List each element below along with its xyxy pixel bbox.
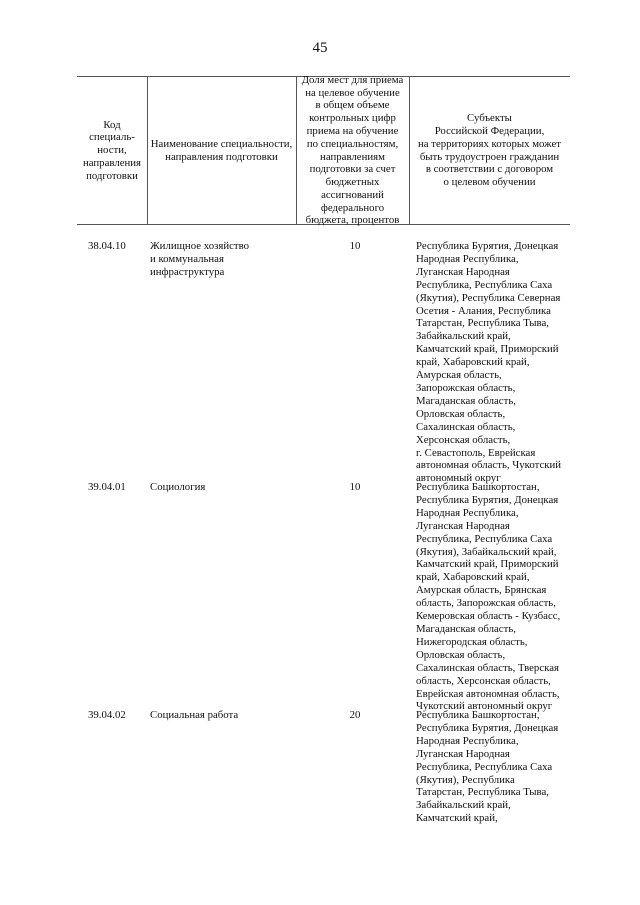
- row-code: 39.04.01: [88, 481, 126, 493]
- header-share: Доля мест для приема на целевое обучение в общем объеме контрольных цифр приема на обучение по специальностям, направлениям подготовки за счет бюджетных ассигнований федерального бюджета, процентов: [301, 73, 404, 227]
- row-share: 20: [349, 709, 361, 721]
- row-code: 38.04.10: [88, 240, 126, 252]
- row-name: Социальная работа: [150, 709, 239, 721]
- row-share: 10: [349, 481, 361, 493]
- row-name: Жилищное хозяйство и коммунальная инфраструктура: [150, 240, 250, 278]
- header-code-cell: [77, 77, 147, 224]
- row-subjects: Республика Башкортостан, Республика Бурятия, Донецкая Народная Республика, Луганская Народная Республика, Республика Саха (Якутия), Республика Татарстан, Республика Тыва, Забайкальский край, Камчатский край,: [416, 709, 559, 825]
- header-name-cell: [147, 77, 296, 224]
- table-header: [77, 73, 570, 227]
- header-name: Наименование специальности, направления подготовки: [150, 137, 293, 163]
- row-name: Социология: [150, 481, 206, 493]
- row-subjects: Республика Бурятия, Донецкая Народная Республика, Луганская Народная Республика, Республика Саха (Якутия), Республика Северная Осетия - Алания, Республика Татарстан, Республика Тыва, Забайкальский край, Камчатский край, Приморский край, Хабаровский край, Амурская область, Запорожская область, Магаданская область, Орловская область, Сахалинская область, Херсонская область, г. Севастополь, Еврейская автономная область, Чукотский автономный округ: [416, 240, 562, 485]
- header-share-cell: [296, 73, 409, 227]
- header-subjects-cell: [409, 77, 570, 224]
- row-subjects: Республика Башкортостан, Республика Бурятия, Донецкая Народная Республика, Луганская Народная Республика, Республика Саха (Якутия), Забайкальский край, Камчатский край, Приморский край, Хабаровский край, Амурская область, Брянская область, Запорожская область, Кемеровская область - Кузбасс, Магаданская область, Нижегородская область, Орловская область, Сахалинская область, Тверская область, Херсонская область, Еврейская автономная область, Чукотский автономный округ: [416, 481, 561, 713]
- row-code: 39.04.02: [88, 709, 126, 721]
- page-number: 45: [312, 40, 328, 56]
- header-subjects: Субъекты Российской Федерации, на территориях которых может быть трудоустроен гражданин в соответствии с договором о целевом обучении: [417, 112, 562, 189]
- header-code: Код специаль- ности, направления подготовки: [82, 118, 142, 182]
- row-share: 10: [349, 240, 361, 252]
